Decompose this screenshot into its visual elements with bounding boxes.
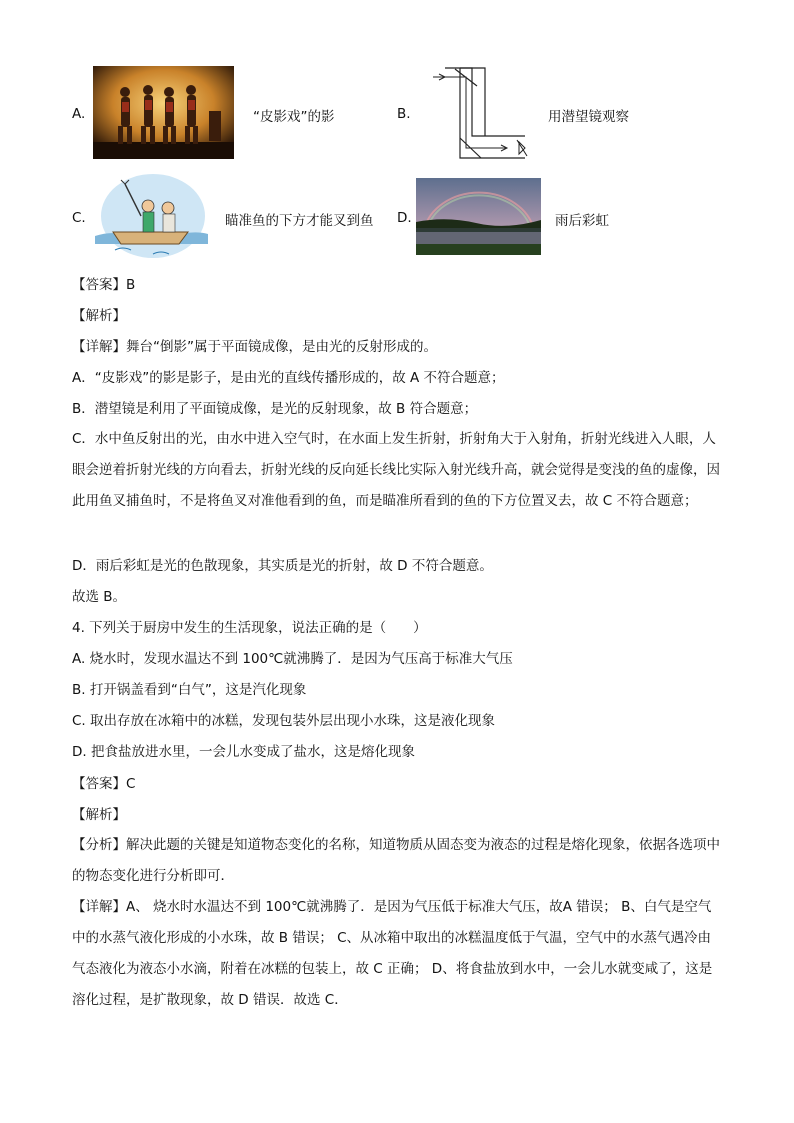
fishing-boat-image [93, 172, 208, 262]
option-d-caption: 雨后彩虹 [555, 213, 609, 229]
q4-option-a: A. 烧水时，发现水温达不到 100℃就沸腾了．是因为气压高于标准大气压 [72, 651, 513, 667]
shadow-puppet-image [93, 66, 234, 159]
q3-line-d: D．雨后彩虹是光的色散现象，其实质是光的折射，故 D 不符合题意。 [72, 558, 493, 574]
periscope-diagram [415, 66, 540, 162]
q3-conclusion: 故选 B。 [72, 589, 127, 605]
q4-stem: 4. 下列关于厨房中发生的生活现象，说法正确的是（ ） [72, 620, 427, 636]
q4-detail: 【详解】A、 烧水时水温达不到 100℃就沸腾了．是因为气压低于标准大气压，故A 错误； B、白气是空气中的水蒸气液化形成的小水珠，故 B 错误； C、从冰箱中取出的冰糕温度低于气温，空气中的水蒸气遇冷由气态液化为液态小水滴，附着在冰糕的包装上，故 C 正确； D、将食盐放到水中，一会儿水就变咸了，这是溶化过程，是扩散现象，故 D 错误．故选 C． [72, 899, 713, 1008]
q3-answer: 【答案】B [72, 277, 136, 293]
option-b-caption: 用潜望镜观察 [548, 109, 629, 125]
q3-line-a: A．“皮影戏”的影是影子，是由光的直线传播形成的，故 A 不符合题意； [72, 370, 505, 386]
q3-line-c: C．水中鱼反射出的光，由水中进入空气时，在水面上发生折射，折射角大于入射角，折射光线进入人眼，人眼会逆着折射光线的方向看去，折射光线的反向延长线比实际入射光线升高，就会觉得是变浅的鱼的虚像，因此用鱼叉捕鱼时，不是将鱼叉对准他看到的鱼，而是瞄准所看到的鱼的下方位置叉去，故 C 不符合题意； [72, 431, 720, 509]
q3-analysis-label: 【解析】 [72, 308, 126, 324]
q3-detail: 【详解】舞台“倒影”属于平面镜成像，是由光的反射形成的。 [72, 339, 437, 355]
q3-line-b: B．潜望镜是利用了平面镜成像，是光的反射现象，故 B 符合题意； [72, 401, 478, 417]
option-a-letter: A. [72, 106, 86, 122]
option-a-caption: “皮影戏”的影 [253, 109, 335, 125]
q4-answer: 【答案】C [72, 776, 136, 792]
q4-analysis: 【分析】解决此题的关键是知道物态变化的名称，知道物质从固态变为液态的过程是熔化现象，依据各选项中的物态变化进行分析即可． [72, 837, 720, 884]
option-b-letter: B. [397, 106, 411, 122]
option-c-caption: 瞄准鱼的下方才能叉到鱼 [225, 213, 374, 229]
q4-analysis-label: 【解析】 [72, 807, 126, 823]
q4-option-c: C. 取出存放在冰箱中的冰糕，发现包装外层出现小水珠，这是液化现象 [72, 713, 496, 729]
rainbow-image [416, 178, 541, 255]
option-c-letter: C. [72, 210, 86, 226]
q4-option-b: B. 打开锅盖看到“白气”，这是汽化现象 [72, 682, 307, 698]
q4-option-d: D. 把食盐放进水里，一会儿水变成了盐水，这是熔化现象 [72, 744, 415, 760]
option-d-letter: D. [397, 210, 412, 226]
